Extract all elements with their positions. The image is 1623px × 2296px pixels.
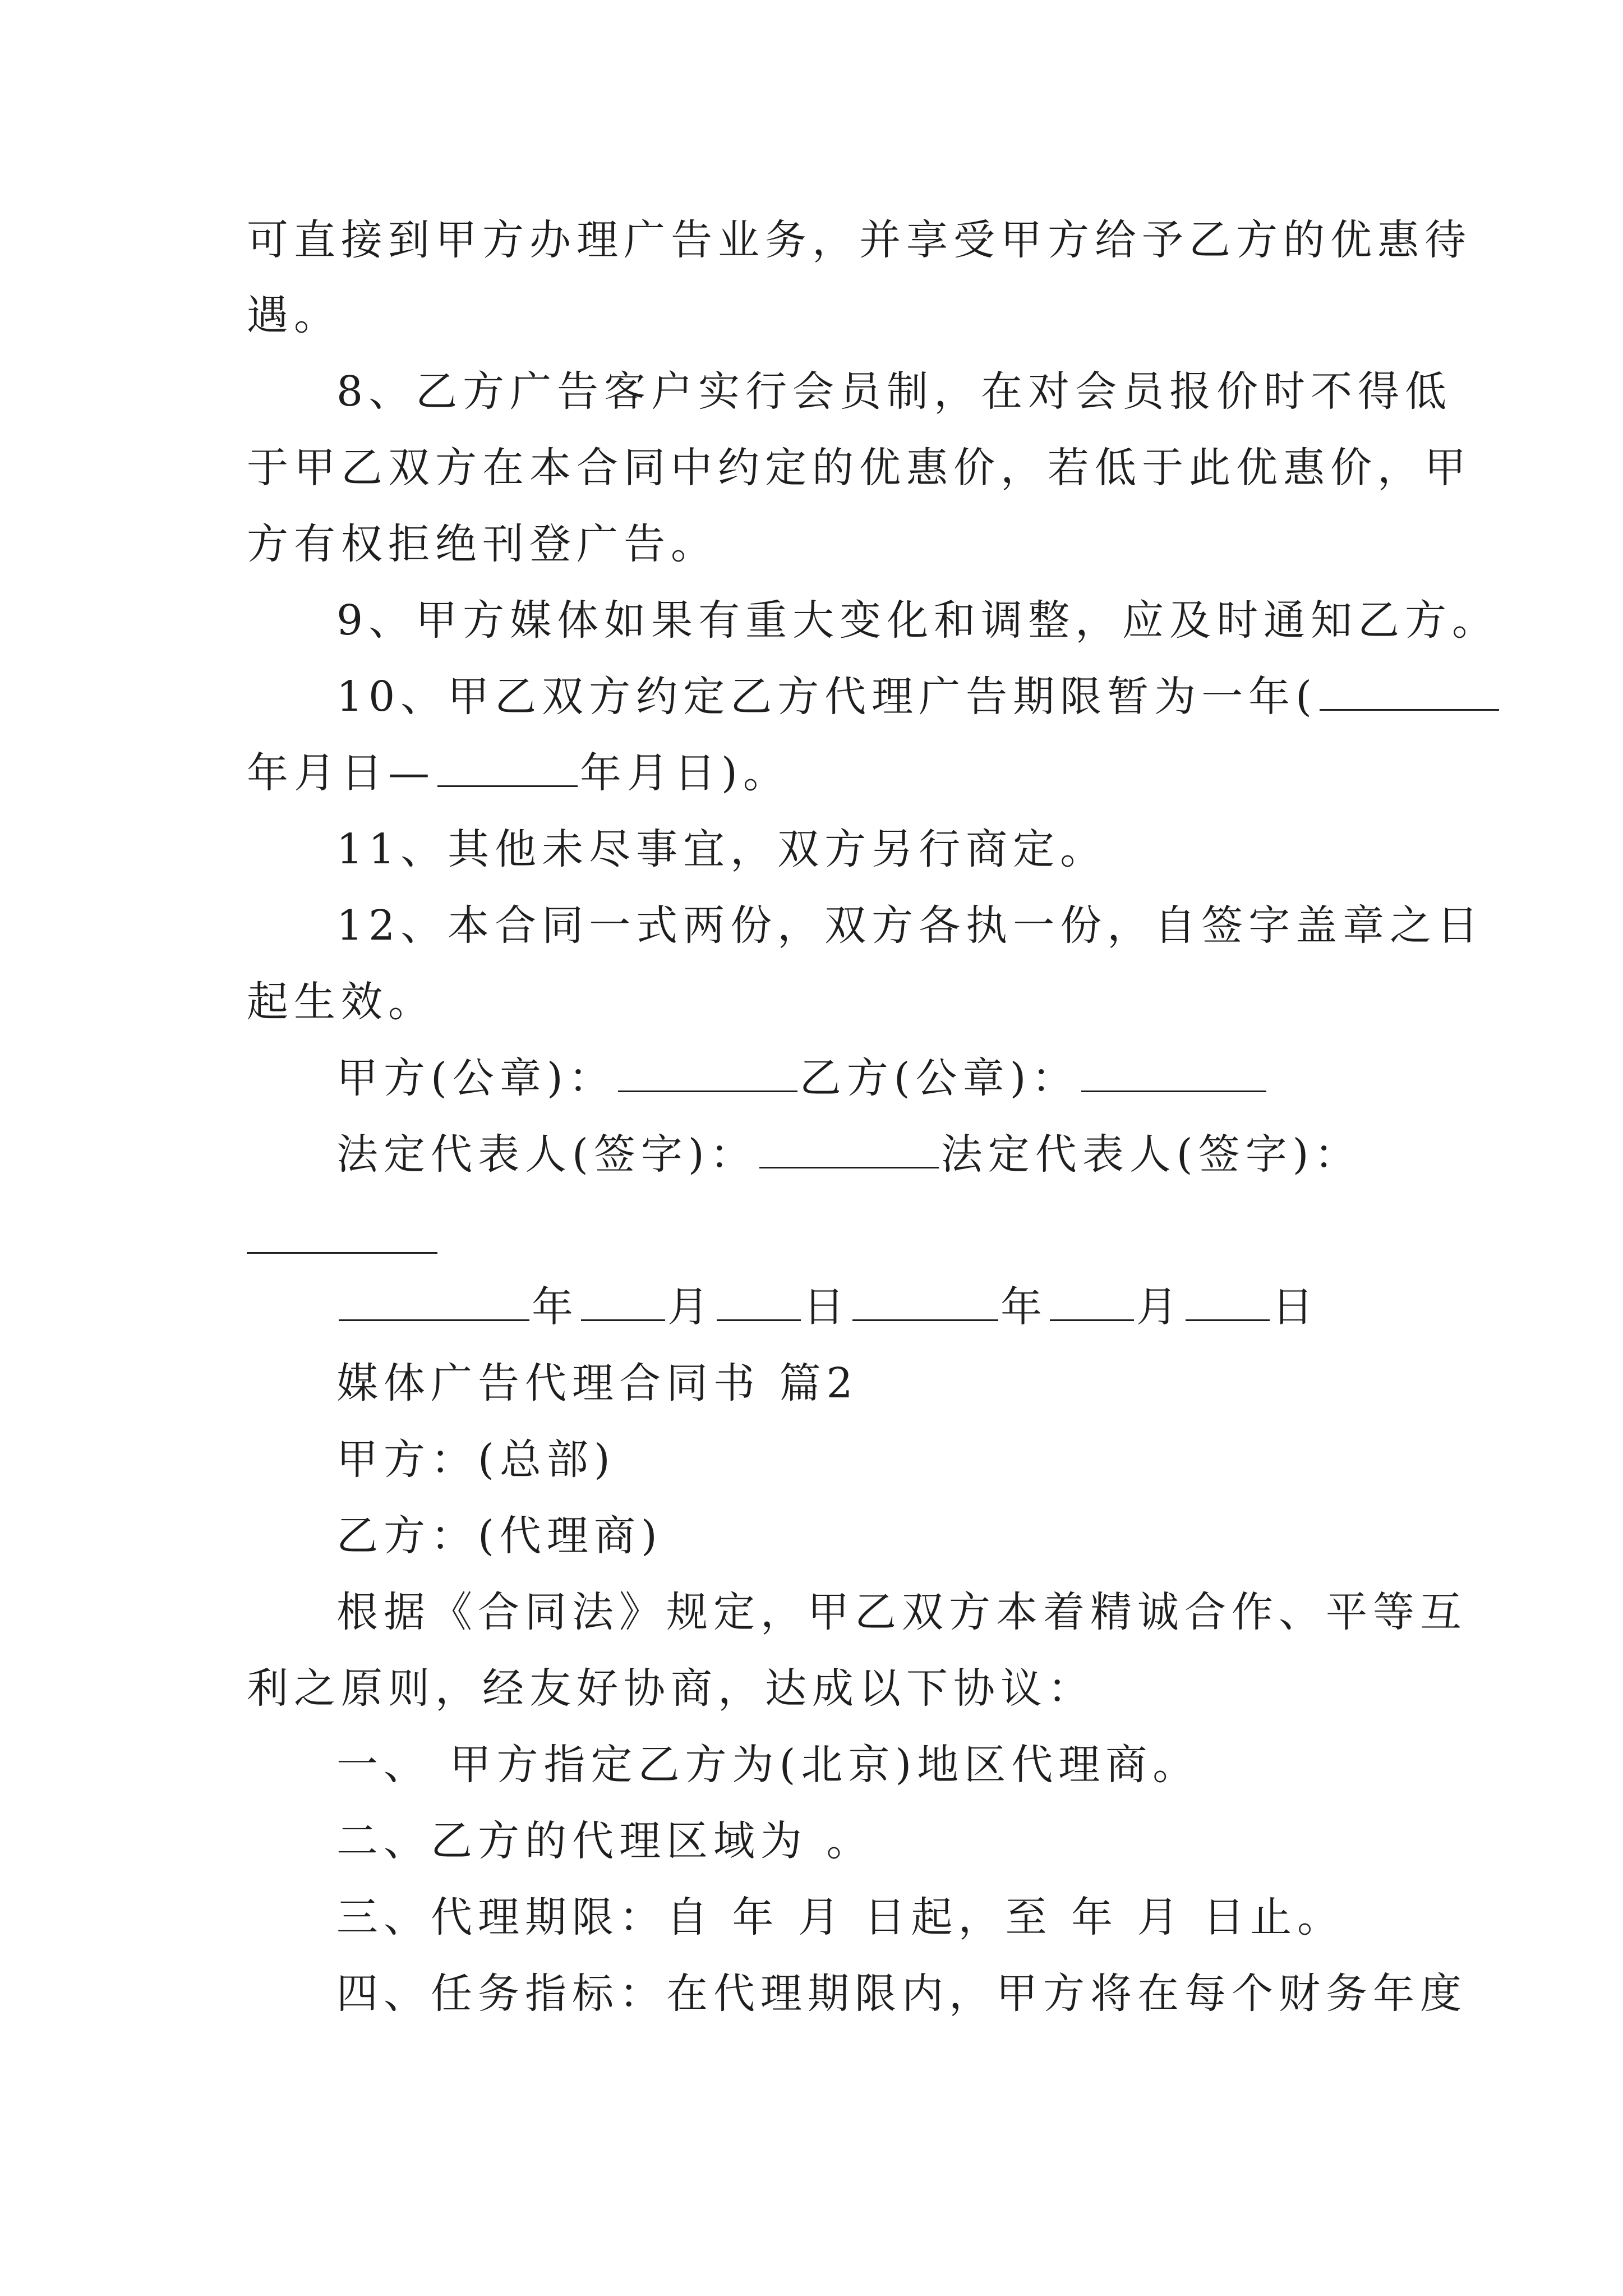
party-b-line: 乙方：(代理商): [336, 1512, 663, 1560]
blank-underline: [852, 1285, 998, 1321]
month-label: 月: [1136, 1283, 1183, 1331]
blank-underline: [1186, 1285, 1270, 1321]
blank-underline: [759, 1132, 939, 1168]
blank-underline: [1050, 1285, 1134, 1321]
clause-9: 9、甲方媒体如果有重大变化和调整，应及时通知乙方。: [336, 596, 1500, 645]
section-title: 媒体广告代理合同书 篇2: [336, 1359, 859, 1407]
clause-10-line-1: [336, 669, 1501, 725]
date-line: [336, 1279, 1319, 1335]
preamble-line-1: 根据《合同法》规定，甲乙双方本着精诚合作、平等互: [336, 1588, 1467, 1636]
clause-10-text: 10、甲乙双方约定乙方代理广告期限暂为一年(: [336, 673, 1318, 721]
clause-8-line-1: 8、乙方广告客户实行会员制，在对会员报价时不得低: [336, 367, 1453, 416]
clause-12-line-2: 起生效。: [247, 978, 435, 1026]
date-text: 年月日—: [247, 749, 435, 797]
blank-underline: [339, 1285, 529, 1321]
blank-underline: [437, 751, 578, 787]
article-2: 二、乙方的代理区域为 。: [336, 1817, 874, 1865]
blank-underline: [618, 1056, 797, 1092]
clause-11: 11、其他未尽事宜，双方另行商定。: [336, 825, 1108, 873]
clause-10-line-2: [247, 745, 790, 801]
clause-12-line-1: 12、本合同一式两份，双方各执一份，自签字盖章之日: [336, 901, 1484, 950]
party-a-representative-label: 法定代表人(签字)：: [336, 1130, 757, 1179]
signature-underline: [247, 1252, 437, 1254]
date-text: 年月日)。: [580, 749, 790, 797]
month-label: 月: [667, 1283, 714, 1331]
paragraph-line-2: 遇。: [247, 291, 341, 339]
seal-line: [336, 1050, 1269, 1106]
paragraph-line-1: 可直接到甲方办理广告业务，并享受甲方给予乙方的优惠待: [247, 216, 1472, 264]
blank-underline: [581, 1285, 665, 1321]
article-3: 三、代理期限：自 年 月 日起，至 年 月 日止。: [336, 1893, 1345, 1941]
year-label: 年: [1000, 1283, 1048, 1331]
clause-8-line-3: 方有权拒绝刊登广告。: [247, 520, 718, 568]
blank-underline: [1320, 674, 1499, 711]
preamble-line-2: 利之原则，经友好协商，达成以下协议：: [247, 1664, 1095, 1713]
party-b-representative-label: 法定代表人(签字)：: [940, 1130, 1362, 1179]
party-a-seal-label: 甲方(公章)：: [336, 1054, 616, 1102]
day-label: 日: [1272, 1283, 1319, 1331]
representative-line: [336, 1126, 1362, 1182]
blank-underline: [717, 1285, 801, 1321]
clause-8-line-2: 于甲乙双方在本合同中约定的优惠价，若低于此优惠价，甲: [247, 444, 1472, 492]
blank-underline: [1081, 1056, 1266, 1092]
year-label: 年: [532, 1283, 579, 1331]
party-b-seal-label: 乙方(公章)：: [799, 1054, 1079, 1102]
article-1: 一、 甲方指定乙方为(北京)地区代理商。: [336, 1741, 1200, 1789]
day-label: 日: [803, 1283, 850, 1331]
article-4: 四、任务指标：在代理期限内，甲方将在每个财务年度: [336, 1970, 1467, 2018]
party-a-line: 甲方：(总部): [336, 1435, 616, 1484]
